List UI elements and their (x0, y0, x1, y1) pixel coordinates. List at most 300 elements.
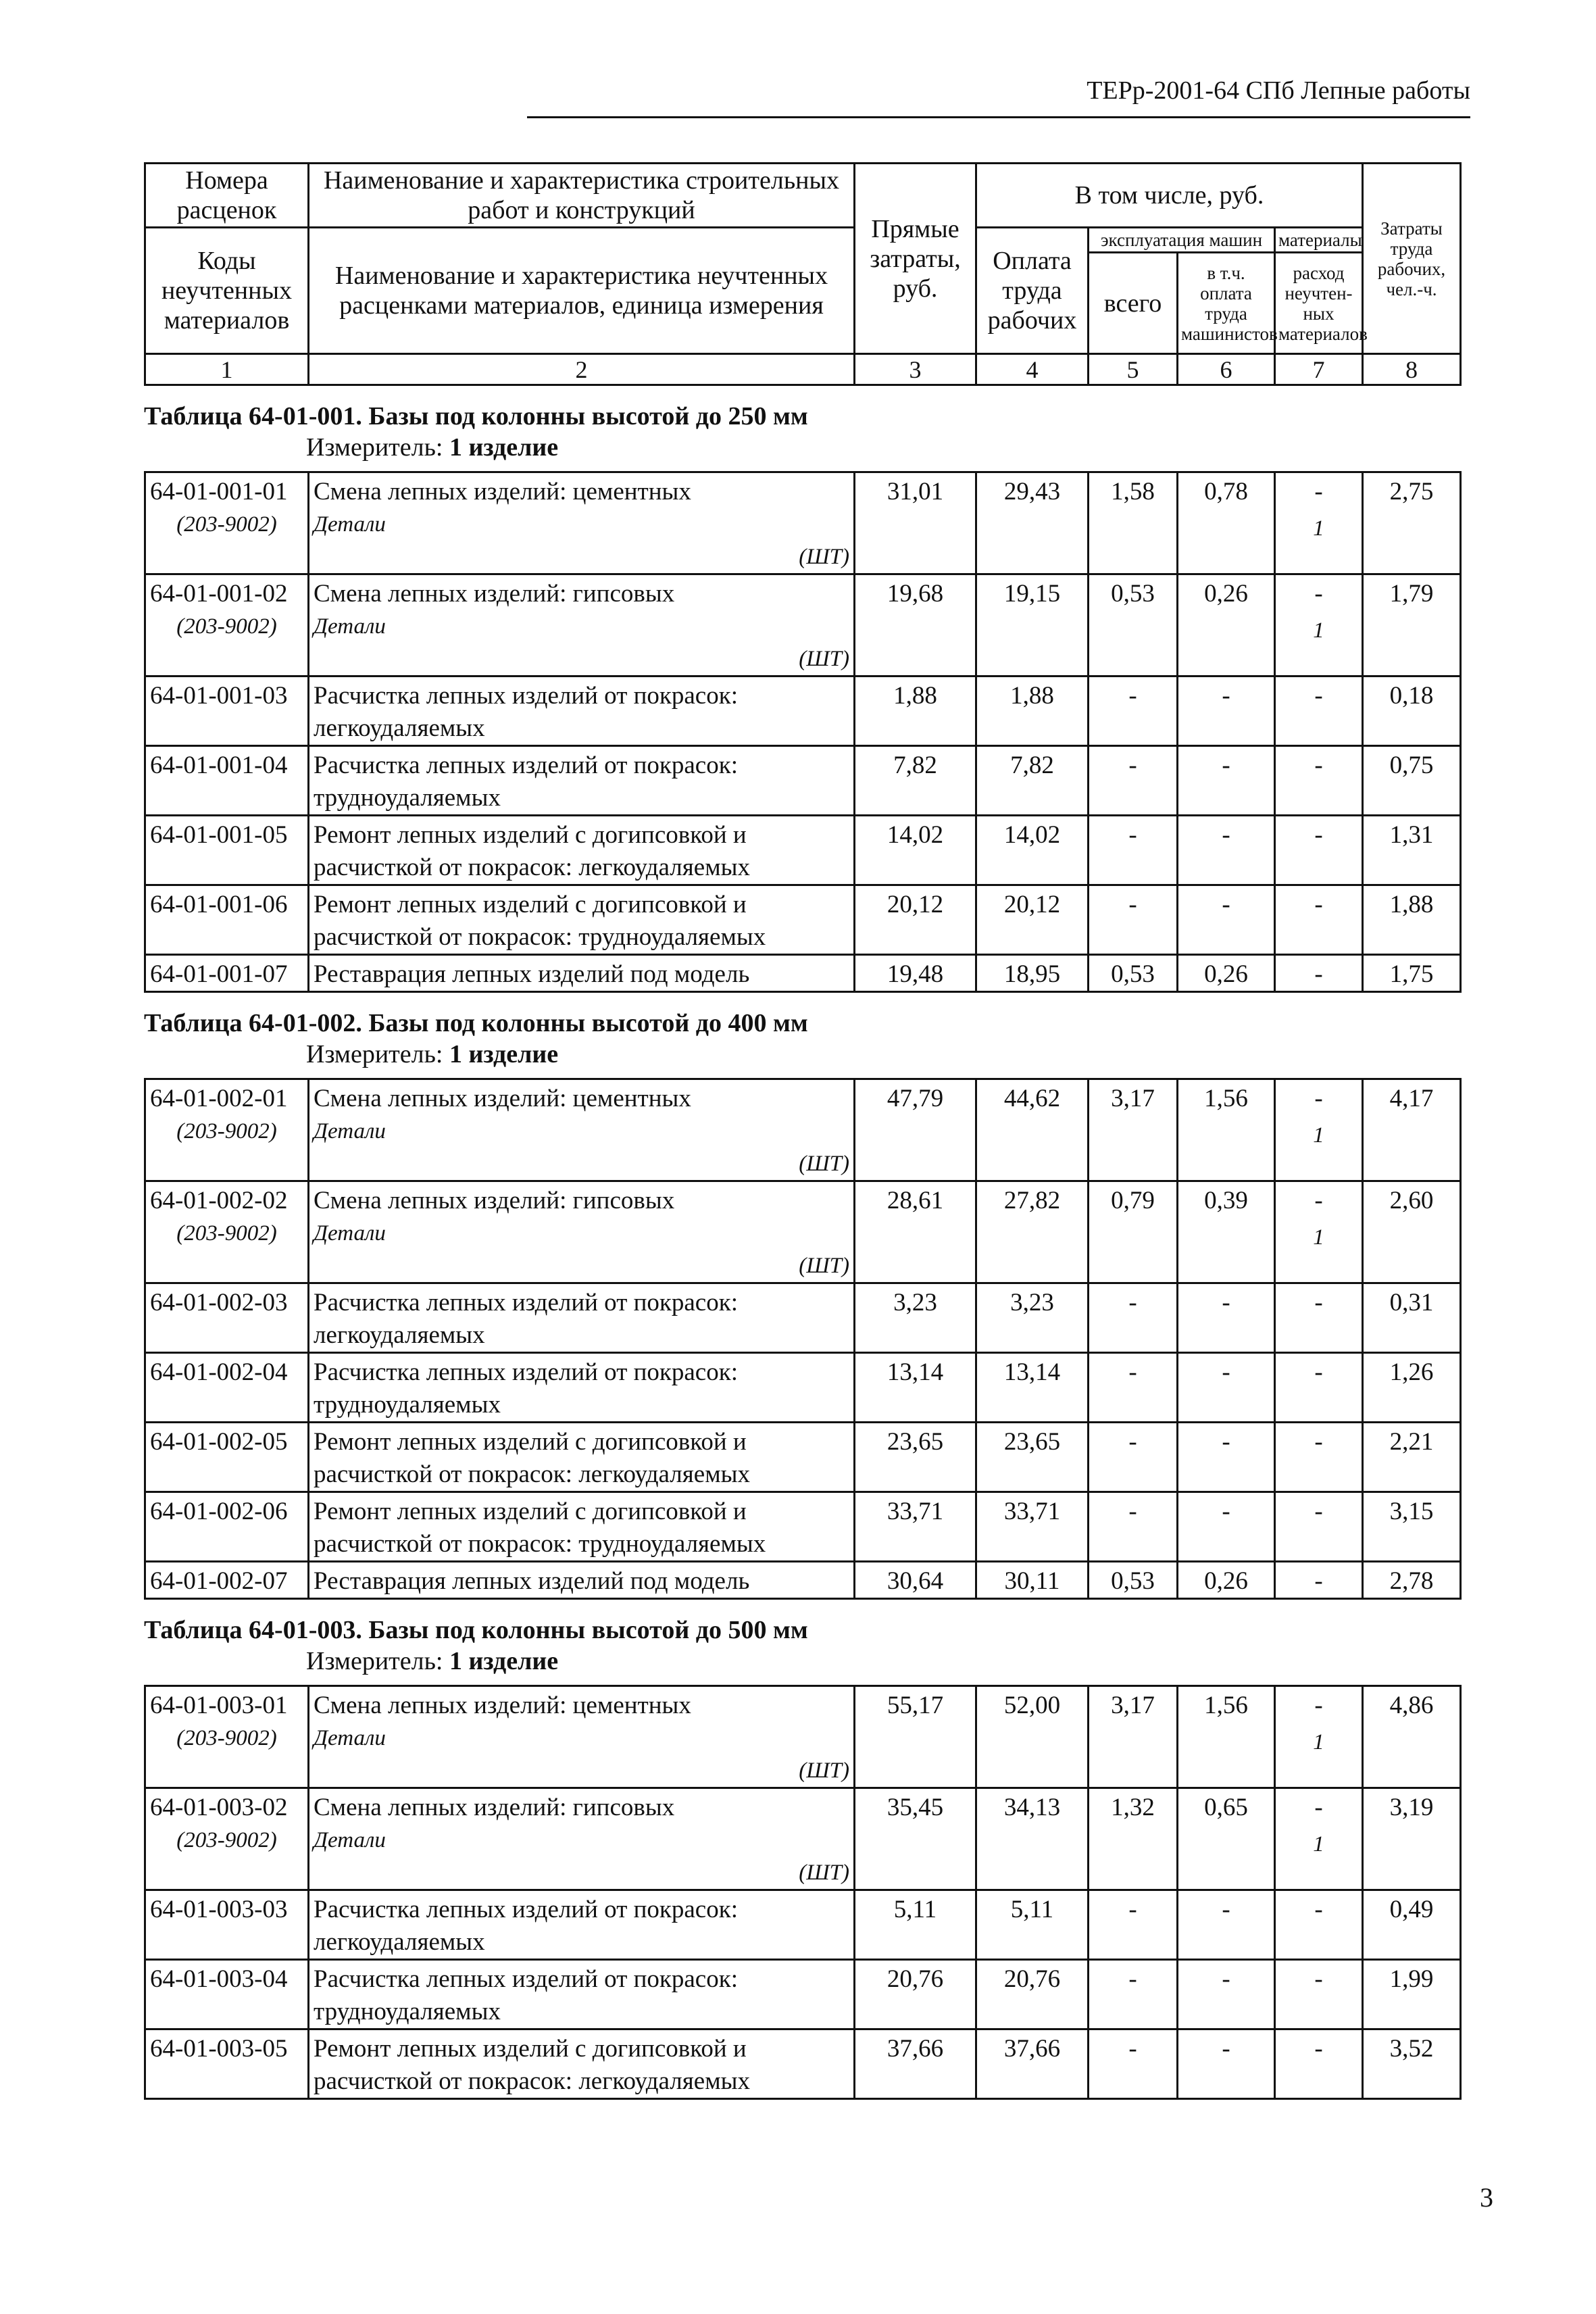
machinist-pay-text: 0,65 (1204, 1794, 1248, 1821)
work-description-text: Ремонт лепных изделий с догипсовкой и расчисткой от покрасок: легкоудаляемых (314, 821, 750, 881)
price-table-section (144, 1002, 1460, 1600)
material-unit: (ШТ) (799, 1152, 849, 1176)
table-caption (144, 1609, 1460, 1646)
machinist-pay (1178, 1788, 1275, 1890)
rate-code-text: 64-01-001-05 (150, 821, 288, 849)
labor-hours-text: 1,99 (1389, 1965, 1434, 1993)
machinist-pay (1178, 676, 1275, 746)
worker-pay-text: 30,11 (1004, 1567, 1060, 1595)
worker-pay-text: 29,43 (1003, 478, 1061, 506)
table-row (145, 746, 1461, 816)
work-description-text: Ремонт лепных изделий с догипсовкой и расчисткой от покрасок: легкоудаляемых (314, 2035, 750, 2095)
direct-costs-text: 19,68 (887, 580, 944, 608)
machinist-pay (1178, 1492, 1275, 1562)
material-code: (203-9002) (176, 1726, 277, 1750)
machinist-pay (1178, 816, 1275, 885)
rate-code-text: 64-01-002-01 (150, 1085, 288, 1112)
table-row (145, 472, 1461, 574)
machines-total-text: - (1128, 1896, 1137, 1923)
work-description (309, 1960, 855, 2029)
labor-hours-text: 0,49 (1389, 1896, 1434, 1923)
worker-pay-text: 18,95 (1003, 960, 1061, 988)
work-description (309, 2029, 855, 2099)
worker-pay-text: 52,00 (1003, 1692, 1061, 1719)
machinist-pay (1178, 1686, 1275, 1788)
table-row (145, 1492, 1461, 1562)
work-description (309, 955, 855, 992)
machines-total-text: - (1128, 1965, 1137, 1993)
materials-consumption-text: - (1314, 1896, 1323, 1923)
direct-costs (855, 955, 976, 992)
worker-pay (976, 1492, 1089, 1562)
machinist-pay (1178, 1181, 1275, 1283)
header-col2-top: Наименование и характеристика строительных работ и конструкций (309, 164, 855, 228)
material-code: (203-9002) (176, 1119, 277, 1143)
worker-pay (976, 1181, 1089, 1283)
header-number: 7 (1275, 354, 1363, 385)
work-description-text: Расчистка лепных изделий от покрасок: легкоудаляемых (314, 1289, 738, 1349)
rate-code (145, 574, 309, 676)
rate-code-text: 64-01-001-03 (150, 682, 288, 710)
machines-total-text: 3,17 (1111, 1692, 1155, 1719)
material-name: Детали (314, 1221, 386, 1246)
materials-consumption-text: - (1314, 1358, 1323, 1386)
machines-total (1089, 472, 1178, 574)
worker-pay-text: 3,23 (1010, 1289, 1054, 1316)
machinist-pay-text: - (1222, 682, 1230, 710)
work-description-text: Смена лепных изделий: гипсовых (314, 1187, 675, 1214)
labor-hours-text: 1,88 (1389, 891, 1434, 918)
labor-hours (1363, 1788, 1461, 1890)
rate-code (145, 746, 309, 816)
materials-consumption-text: - (1314, 1692, 1323, 1719)
header-direct-costs: Прямые затраты, руб. (855, 164, 976, 354)
machines-total (1089, 885, 1178, 955)
labor-hours (1363, 1079, 1461, 1181)
work-description-text: Ремонт лепных изделий с догипсовкой и расчисткой от покрасок: трудноудаляемых (314, 1498, 766, 1558)
labor-hours (1363, 955, 1461, 992)
materials-consumption-text: - (1314, 1289, 1323, 1316)
header-number: 8 (1363, 354, 1461, 385)
materials-consumption-text: - (1314, 752, 1323, 779)
labor-hours-text: 3,19 (1389, 1794, 1434, 1821)
materials-consumption-text: - (1314, 1085, 1323, 1112)
worker-pay (976, 2029, 1089, 2099)
direct-costs (855, 1423, 976, 1492)
machinist-pay-text: 1,56 (1204, 1692, 1248, 1719)
table-row (145, 574, 1461, 676)
work-description-text: Ремонт лепных изделий с догипсовкой и расчисткой от покрасок: легкоудаляемых (314, 1428, 750, 1488)
rate-code (145, 885, 309, 955)
work-description-text: Смена лепных изделий: цементных (314, 478, 691, 506)
materials-consumption (1275, 676, 1363, 746)
worker-pay (976, 1353, 1089, 1423)
material-name: Детали (314, 1726, 386, 1750)
machinist-pay (1178, 574, 1275, 676)
direct-costs-text: 35,45 (887, 1794, 944, 1821)
material-code: (203-9002) (176, 1221, 277, 1246)
direct-costs-text: 28,61 (887, 1187, 944, 1214)
direct-costs-text: 19,48 (887, 960, 944, 988)
header-number: 2 (309, 354, 855, 385)
worker-pay (976, 885, 1089, 955)
material-unit: (ШТ) (799, 1254, 849, 1278)
machinist-pay-text: - (1222, 752, 1230, 779)
machines-total-text: 1,32 (1111, 1794, 1155, 1821)
rate-code-text: 64-01-002-04 (150, 1358, 288, 1386)
materials-consumption (1275, 955, 1363, 992)
worker-pay (976, 676, 1089, 746)
machines-total (1089, 2029, 1178, 2099)
rate-code-text: 64-01-002-03 (150, 1289, 288, 1316)
materials-consumption (1275, 1686, 1363, 1788)
direct-costs (855, 1353, 976, 1423)
table-caption (144, 395, 1460, 432)
worker-pay (976, 1562, 1089, 1599)
materials-consumption-text: - (1314, 891, 1323, 918)
price-table (144, 1078, 1462, 1600)
table-caption (144, 1002, 1460, 1039)
labor-hours-text: 0,31 (1389, 1289, 1434, 1316)
labor-hours-text: 1,75 (1389, 960, 1434, 988)
labor-hours (1363, 1890, 1461, 1960)
machinist-pay-text: 0,39 (1204, 1187, 1248, 1214)
labor-hours (1363, 1686, 1461, 1788)
materials-consumption-text: - (1314, 821, 1323, 849)
direct-costs (855, 1960, 976, 2029)
materials-consumption-text: - (1314, 478, 1323, 506)
header-number: 3 (855, 354, 976, 385)
machinist-pay-text: - (1222, 1498, 1230, 1525)
machinist-pay-text: 1,56 (1204, 1085, 1248, 1112)
column-header-table (144, 162, 1462, 386)
direct-costs-text: 5,11 (893, 1896, 937, 1923)
materials-consumption-text: - (1314, 960, 1323, 988)
rate-code (145, 1788, 309, 1890)
machines-total-text: - (1128, 1498, 1137, 1525)
work-description-text: Реставрация лепных изделий под модель (314, 1567, 750, 1595)
materials-consumption (1275, 1181, 1363, 1283)
work-description (309, 1788, 855, 1890)
direct-costs (855, 1283, 976, 1353)
worker-pay (976, 955, 1089, 992)
worker-pay (976, 1079, 1089, 1181)
machines-total-text: 0,53 (1111, 1567, 1155, 1595)
price-tables (144, 395, 1460, 2100)
direct-costs-text: 47,79 (887, 1085, 944, 1112)
materials-consumption-text: - (1314, 1428, 1323, 1456)
header-materials: материалы (1275, 228, 1363, 253)
direct-costs-text: 7,82 (893, 752, 937, 779)
machines-total (1089, 574, 1178, 676)
worker-pay-text: 23,65 (1003, 1428, 1061, 1456)
machines-total-text: - (1128, 1428, 1137, 1456)
materials-consumption (1275, 1423, 1363, 1492)
measure-value: 1 изделие (449, 1647, 559, 1675)
machines-total (1089, 816, 1178, 885)
machines-total (1089, 746, 1178, 816)
machines-total (1089, 1079, 1178, 1181)
direct-costs (855, 1181, 976, 1283)
measure-value: 1 изделие (449, 433, 559, 462)
materials-consumption (1275, 1788, 1363, 1890)
table-row (145, 1686, 1461, 1788)
running-head: ТЕРр-2001-64 СПб Лепные работы (527, 76, 1470, 118)
rate-code-text: 64-01-003-03 (150, 1896, 288, 1923)
measure-label: Измеритель: (306, 1040, 443, 1068)
direct-costs-text: 20,12 (887, 891, 944, 918)
table-caption-text: Таблица 64-01-001. Базы под колонны высотой до 250 мм (144, 402, 808, 430)
rate-code (145, 1960, 309, 2029)
worker-pay-text: 1,88 (1010, 682, 1054, 710)
worker-pay-text: 13,14 (1003, 1358, 1061, 1386)
machines-total (1089, 955, 1178, 992)
worker-pay-text: 5,11 (1010, 1896, 1054, 1923)
worker-pay-text: 19,15 (1003, 580, 1061, 608)
work-description-text: Расчистка лепных изделий от покрасок: трудноудаляемых (314, 1965, 738, 2025)
machinist-pay (1178, 1890, 1275, 1960)
work-description (309, 885, 855, 955)
materials-consumption-text: - (1314, 1187, 1323, 1214)
rate-code (145, 1353, 309, 1423)
machines-total (1089, 1423, 1178, 1492)
table-row (145, 1079, 1461, 1181)
materials-consumption (1275, 746, 1363, 816)
material-unit: (ШТ) (799, 647, 849, 671)
machines-total (1089, 1686, 1178, 1788)
labor-hours (1363, 746, 1461, 816)
materials-consumption (1275, 1079, 1363, 1181)
machinist-pay (1178, 1283, 1275, 1353)
machinist-pay-text: - (1222, 2035, 1230, 2063)
table-row (145, 1181, 1461, 1283)
material-name: Детали (314, 512, 386, 537)
rate-code-text: 64-01-001-04 (150, 752, 288, 779)
machines-total-text: - (1128, 1289, 1137, 1316)
machines-total (1089, 1181, 1178, 1283)
worker-pay-text: 14,02 (1003, 821, 1061, 849)
table-row (145, 816, 1461, 885)
rate-code (145, 1079, 309, 1181)
direct-costs (855, 1788, 976, 1890)
work-description (309, 1353, 855, 1423)
rate-code-text: 64-01-003-05 (150, 2035, 288, 2063)
labor-hours (1363, 1283, 1461, 1353)
machines-total-text: 0,53 (1111, 960, 1155, 988)
worker-pay-text: 33,71 (1003, 1498, 1061, 1525)
rate-code-text: 64-01-002-06 (150, 1498, 288, 1525)
machines-total (1089, 1890, 1178, 1960)
header-col2-bottom: Наименование и характеристика неучтенных расценками материалов, единица измерения (309, 228, 855, 354)
direct-costs (855, 746, 976, 816)
header-number: 5 (1089, 354, 1178, 385)
materials-consumption (1275, 574, 1363, 676)
work-description (309, 1423, 855, 1492)
header-col1-bottom: Коды неучтенных материалов (145, 228, 309, 354)
material-name: Детали (314, 614, 386, 639)
rate-code-text: 64-01-002-02 (150, 1187, 288, 1214)
material-unit: (ШТ) (799, 1758, 849, 1783)
labor-hours-text: 3,52 (1389, 2035, 1434, 2063)
work-description (309, 472, 855, 574)
table-row (145, 676, 1461, 746)
labor-hours-text: 4,86 (1389, 1692, 1434, 1719)
work-description-text: Смена лепных изделий: цементных (314, 1692, 691, 1719)
rate-code (145, 1686, 309, 1788)
direct-costs (855, 574, 976, 676)
direct-costs (855, 472, 976, 574)
machines-total (1089, 676, 1178, 746)
work-description (309, 1562, 855, 1599)
material-quantity: 1 (1313, 1123, 1324, 1148)
machinist-pay-text: - (1222, 1965, 1230, 1993)
materials-consumption (1275, 1562, 1363, 1599)
machines-total-text: - (1128, 2035, 1137, 2063)
machinist-pay-text: - (1222, 1358, 1230, 1386)
material-code: (203-9002) (176, 512, 277, 537)
machines-total-text: - (1128, 891, 1137, 918)
labor-hours (1363, 574, 1461, 676)
machinist-pay (1178, 472, 1275, 574)
header-machines-total: всего (1089, 253, 1178, 354)
rate-code (145, 1562, 309, 1599)
rate-code-text: 64-01-002-07 (150, 1567, 288, 1595)
work-description-text: Расчистка лепных изделий от покрасок: трудноудаляемых (314, 752, 738, 812)
machinist-pay (1178, 885, 1275, 955)
labor-hours (1363, 1353, 1461, 1423)
work-description-text: Расчистка лепных изделий от покрасок: легкоудаляемых (314, 1896, 738, 1956)
header-worker-pay: Оплата труда рабочих (976, 228, 1089, 354)
price-table (144, 471, 1462, 993)
materials-consumption-text: - (1314, 1567, 1323, 1595)
labor-hours-text: 1,79 (1389, 580, 1434, 608)
machinist-pay-text: - (1222, 1428, 1230, 1456)
rate-code (145, 2029, 309, 2099)
direct-costs-text: 37,66 (887, 2035, 944, 2063)
work-description-text: Расчистка лепных изделий от покрасок: трудноудаляемых (314, 1358, 738, 1419)
labor-hours (1363, 1562, 1461, 1599)
machines-total-text: 1,58 (1111, 478, 1155, 506)
machinist-pay (1178, 1079, 1275, 1181)
worker-pay (976, 574, 1089, 676)
machines-total-text: - (1128, 752, 1137, 779)
material-name: Детали (314, 1828, 386, 1852)
material-quantity: 1 (1313, 516, 1324, 541)
material-quantity: 1 (1313, 1730, 1324, 1754)
machinist-pay (1178, 1960, 1275, 2029)
materials-consumption (1275, 472, 1363, 574)
table-caption-text: Таблица 64-01-003. Базы под колонны высотой до 500 мм (144, 1616, 808, 1644)
machinist-pay-text: - (1222, 1289, 1230, 1316)
direct-costs (855, 1492, 976, 1562)
machines-total-text: - (1128, 821, 1137, 849)
work-description-text: Смена лепных изделий: гипсовых (314, 580, 675, 608)
labor-hours (1363, 472, 1461, 574)
rate-code-text: 64-01-002-05 (150, 1428, 288, 1456)
machinist-pay (1178, 1562, 1275, 1599)
labor-hours-text: 0,18 (1389, 682, 1434, 710)
header-number: 4 (976, 354, 1089, 385)
direct-costs-text: 55,17 (887, 1692, 944, 1719)
table-row (145, 1562, 1461, 1599)
labor-hours (1363, 2029, 1461, 2099)
table-row (145, 1890, 1461, 1960)
labor-hours (1363, 1960, 1461, 2029)
direct-costs (855, 1890, 976, 1960)
labor-hours-text: 1,26 (1389, 1358, 1434, 1386)
direct-costs-text: 30,64 (887, 1567, 944, 1595)
work-description (309, 1890, 855, 1960)
header-number-row (145, 354, 1461, 385)
material-code: (203-9002) (176, 1828, 277, 1852)
table-measure (306, 1646, 1460, 1685)
machines-total-text: 3,17 (1111, 1085, 1155, 1112)
table-row (145, 885, 1461, 955)
worker-pay-text: 20,76 (1003, 1965, 1061, 1993)
materials-consumption (1275, 2029, 1363, 2099)
worker-pay (976, 1890, 1089, 1960)
rate-code (145, 816, 309, 885)
material-unit: (ШТ) (799, 1861, 849, 1885)
materials-consumption-text: - (1314, 682, 1323, 710)
worker-pay-text: 37,66 (1003, 2035, 1061, 2063)
work-description (309, 676, 855, 746)
material-code: (203-9002) (176, 614, 277, 639)
rate-code (145, 1890, 309, 1960)
measure-label: Измеритель: (306, 1647, 443, 1675)
worker-pay (976, 472, 1089, 574)
direct-costs (855, 2029, 976, 2099)
measure-value: 1 изделие (449, 1040, 559, 1068)
rate-code (145, 955, 309, 992)
header-machinist-pay: в т.ч. оплата труда машинистов (1178, 253, 1275, 354)
materials-consumption-text: - (1314, 2035, 1323, 2063)
rate-code-text: 64-01-003-04 (150, 1965, 288, 1993)
rate-code (145, 1181, 309, 1283)
work-description (309, 1181, 855, 1283)
machines-total (1089, 1283, 1178, 1353)
materials-consumption (1275, 816, 1363, 885)
rate-code-text: 64-01-003-02 (150, 1794, 288, 1821)
header-machines: эксплуатация машин (1089, 228, 1275, 253)
work-description-text: Смена лепных изделий: гипсовых (314, 1794, 675, 1821)
worker-pay-text: 34,13 (1003, 1794, 1061, 1821)
table-row (145, 2029, 1461, 2099)
worker-pay (976, 1283, 1089, 1353)
direct-costs-text: 13,14 (887, 1358, 944, 1386)
work-description-text: Расчистка лепных изделий от покрасок: легкоудаляемых (314, 682, 738, 742)
table-row (145, 1423, 1461, 1492)
table-row (145, 1283, 1461, 1353)
rate-code-text: 64-01-001-02 (150, 580, 288, 608)
machinist-pay-text: 0,78 (1204, 478, 1248, 506)
rate-code (145, 1283, 309, 1353)
table-row (145, 1788, 1461, 1890)
direct-costs-text: 33,71 (887, 1498, 944, 1525)
header-group-including: В том числе, руб. (976, 164, 1363, 228)
material-name: Детали (314, 1119, 386, 1143)
header-number: 6 (1178, 354, 1275, 385)
materials-consumption (1275, 1353, 1363, 1423)
machinist-pay (1178, 2029, 1275, 2099)
material-unit: (ШТ) (799, 545, 849, 569)
direct-costs-text: 3,23 (893, 1289, 937, 1316)
labor-hours (1363, 676, 1461, 746)
labor-hours (1363, 1181, 1461, 1283)
price-table (144, 1685, 1462, 2100)
labor-hours-text: 2,78 (1389, 1567, 1434, 1595)
work-description (309, 574, 855, 676)
